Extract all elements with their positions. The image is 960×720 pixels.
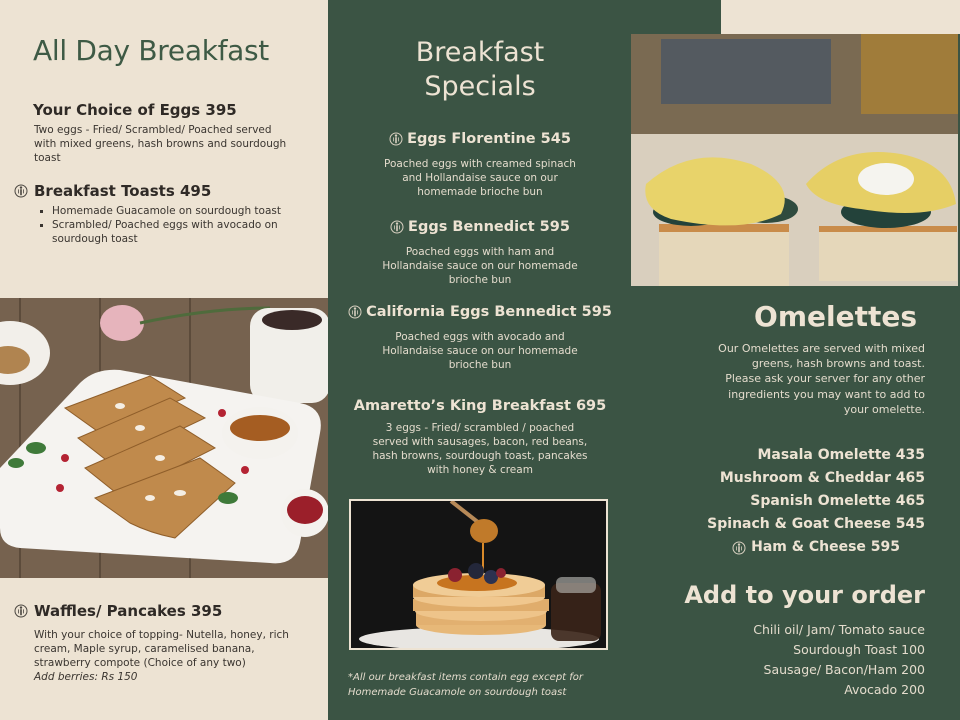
- menu-item-desc-choice-of-eggs: Two eggs - Fried/ Scrambled/ Poached served with mixed greens, hash browns and sourdough toast: [34, 124, 287, 164]
- omelettes-list: [707, 444, 925, 559]
- breakfast-toast-option: Homemade Guacamole on sourdough toast: [36, 204, 306, 218]
- section-title-all-day-breakfast: All Day Breakfast: [33, 34, 269, 67]
- title-line: Breakfast: [415, 37, 545, 68]
- waffles-description: With your choice of topping- Nutella, honey, rich cream, Maple syrup, caramelised banana, strawberry compote (Choice of any two): [34, 629, 289, 669]
- menu-item-amarettos-king-breakfast: [330, 397, 630, 477]
- menu-item-title: Eggs Florentine 545: [407, 131, 571, 147]
- eggs-florentine-illustration: [631, 34, 958, 286]
- omelette-item-label: Ham & Cheese 595: [751, 539, 900, 555]
- omelette-item: Spinach & Goat Cheese 545: [707, 516, 925, 532]
- chef-special-icon: [390, 220, 404, 234]
- menu-item-title: Amaretto’s King Breakfast 695: [353, 398, 607, 414]
- egg-allergen-footnote: *All our breakfast items contain egg except for Homemade Guacamole on sourdough toast: [348, 672, 584, 698]
- menu-item-title: Eggs Bennedict 595: [408, 219, 570, 235]
- menu-item-desc-waffles-pancakes: [34, 628, 294, 684]
- omelette-item: [707, 536, 900, 559]
- add-berries-note: Add berries: Rs 150: [34, 671, 138, 683]
- menu-item-california-eggs-benedict: [330, 304, 630, 372]
- decorative-cream-block: [721, 0, 960, 34]
- add-on-item: Chili oil/ Jam/ Tomato sauce: [753, 622, 925, 637]
- omelette-item: Masala Omelette 435: [757, 447, 925, 463]
- add-on-item: Sausage/ Bacon/Ham 200: [763, 662, 925, 677]
- title-line: Specials: [424, 71, 536, 102]
- chef-special-icon: [14, 604, 28, 618]
- chef-special-icon: [348, 305, 362, 319]
- pancakes-illustration: [351, 501, 606, 648]
- chef-special-icon: [389, 132, 403, 146]
- section-title-add-to-order: Add to your order: [684, 581, 925, 609]
- add-on-item: Sourdough Toast 100: [793, 642, 925, 657]
- section-title-omelettes: Omelettes: [754, 300, 917, 333]
- breakfast-toast-option: Scrambled/ Poached eggs with avocado on sourdough toast: [36, 218, 306, 246]
- add-ons-list: [753, 620, 925, 700]
- menu-item-desc: 3 eggs - Fried/ scrambled / poached served with sausages, bacon, red beans, hash browns, sourdough toast, pancakes with honey & cream: [372, 422, 588, 476]
- omelette-item: Mushroom & Cheddar 465: [719, 470, 925, 486]
- add-on-item: Avocado 200: [844, 682, 925, 697]
- menu-item-desc: Poached eggs with avocado and Hollandaise sauce on our homemade brioche bun: [382, 331, 578, 371]
- menu-item-eggs-florentine: [330, 131, 630, 199]
- menu-item-desc: Poached eggs with creamed spinach and Hollandaise sauce on our homemade brioche bun: [384, 158, 576, 198]
- omelette-item: Spanish Omelette 465: [750, 493, 925, 509]
- waffles-photo: [0, 298, 328, 578]
- menu-item-title-breakfast-toasts: Breakfast Toasts 495: [34, 182, 212, 200]
- omelettes-description: Our Omelettes are served with mixed greens, hash browns and toast. Please ask your server for any other ingredients you may want to add to your omelette.: [718, 342, 925, 416]
- menu-item-desc: Poached eggs with ham and Hollandaise sauce on our homemade brioche bun: [382, 246, 578, 286]
- menu-item-title-waffles-pancakes: Waffles/ Pancakes 395: [34, 602, 223, 620]
- menu-item-eggs-benedict: [330, 219, 630, 287]
- menu-item-breakfast-toasts: [14, 182, 211, 200]
- section-title-breakfast-specials: [330, 36, 630, 104]
- breakfast-toasts-options: [36, 204, 306, 246]
- eggs-florentine-photo: [631, 34, 958, 286]
- menu-item-title-choice-of-eggs: Your Choice of Eggs 395: [33, 101, 237, 119]
- chef-special-icon: [14, 184, 28, 198]
- waffles-illustration: [0, 298, 328, 578]
- menu-item-waffles-pancakes: [14, 602, 222, 620]
- pancakes-photo: [349, 499, 608, 650]
- menu-item-title: California Eggs Bennedict 595: [366, 304, 612, 320]
- chef-special-icon: [732, 541, 746, 555]
